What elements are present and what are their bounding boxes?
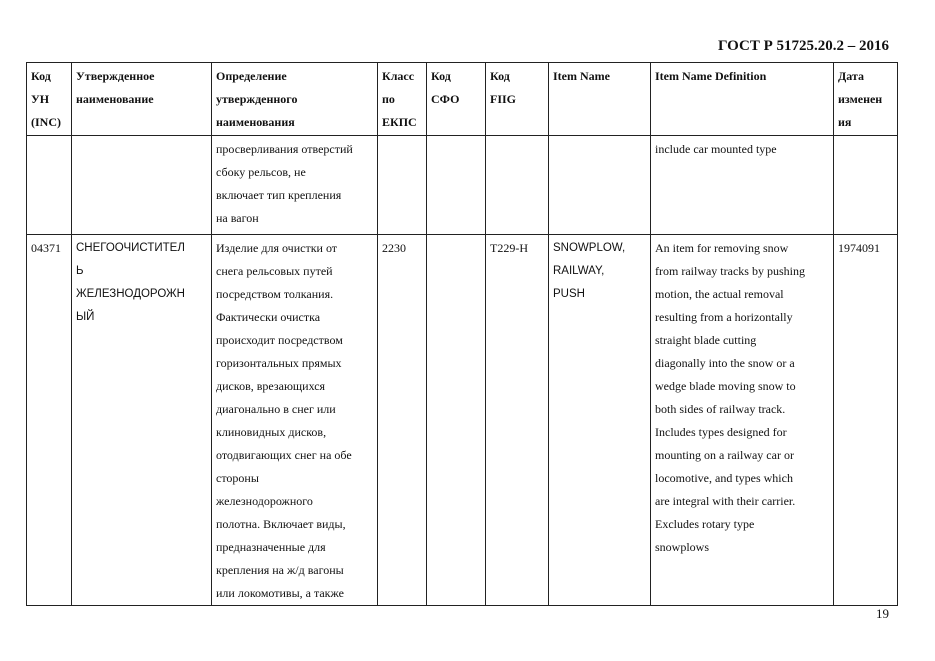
- column-header-sfo-code: Код СФО: [427, 63, 486, 136]
- cell-fiig-code: T229-H: [486, 235, 549, 606]
- cell-sfo-code: [427, 136, 486, 235]
- column-header-item-name: Item Name: [549, 63, 651, 136]
- cell-definition-ru: просверливания отверстий сбоку рельсов, не включает тип крепления на вагон: [212, 136, 378, 235]
- specification-table: [26, 62, 898, 606]
- cell-definition-ru: Изделие для очистки от снега рельсовых путей посредством толкания. Фактически очистка происходит посредством горизонтальных прямых дисков, врезающихся диагонально в снег или клиновидных дисков, отодвигающих снег на обе стороны железнодорожного полотна. Включает виды, предназначенные для крепления на ж/д вагоны или локомотивы, а также: [212, 235, 378, 606]
- cell-change-date: [834, 136, 898, 235]
- cell-item-name: SNOWPLOW, RAILWAY, PUSH: [549, 235, 651, 606]
- column-header-approved-name: Утвержденное наименование: [72, 63, 212, 136]
- cell-item-name-definition: include car mounted type: [651, 136, 834, 235]
- cell-sfo-code: [427, 235, 486, 606]
- cell-change-date: 1974091: [834, 235, 898, 606]
- cell-item-name-definition: An item for removing snow from railway tracks by pushing motion, the actual removal resulting from a horizontally straight blade cutting diagonally into the snow or a wedge blade moving snow to both sides of railway track. Includes types designed for mounting on a railway car or locomotive, and types which are integral with their carrier. Excludes rotary type snowplows: [651, 235, 834, 606]
- column-header-item-name-definition: Item Name Definition: [651, 63, 834, 136]
- cell-inc: [27, 136, 72, 235]
- column-header-inc: Код УН (INC): [27, 63, 72, 136]
- document-standard-header: ГОСТ Р 51725.20.2 – 2016: [717, 38, 889, 54]
- table-row: [27, 235, 898, 606]
- column-header-change-date: Дата изменен ия: [834, 63, 898, 136]
- cell-item-name: [549, 136, 651, 235]
- column-header-ekps-class: Класс по ЕКПС: [378, 63, 427, 136]
- column-header-definition: Определение утвержденного наименования: [212, 63, 378, 136]
- cell-inc: 04371: [27, 235, 72, 606]
- column-header-fiig-code: Код FIIG: [486, 63, 549, 136]
- cell-ekps-class: [378, 136, 427, 235]
- page-number: 19: [876, 606, 889, 621]
- cell-fiig-code: [486, 136, 549, 235]
- cell-approved-name: [72, 136, 212, 235]
- table-header-row: [27, 63, 898, 136]
- cell-ekps-class: 2230: [378, 235, 427, 606]
- cell-approved-name: СНЕГООЧИСТИТЕЛ Ь ЖЕЛЕЗНОДОРОЖН ЫЙ: [72, 235, 212, 606]
- table-row-continued: [27, 136, 898, 235]
